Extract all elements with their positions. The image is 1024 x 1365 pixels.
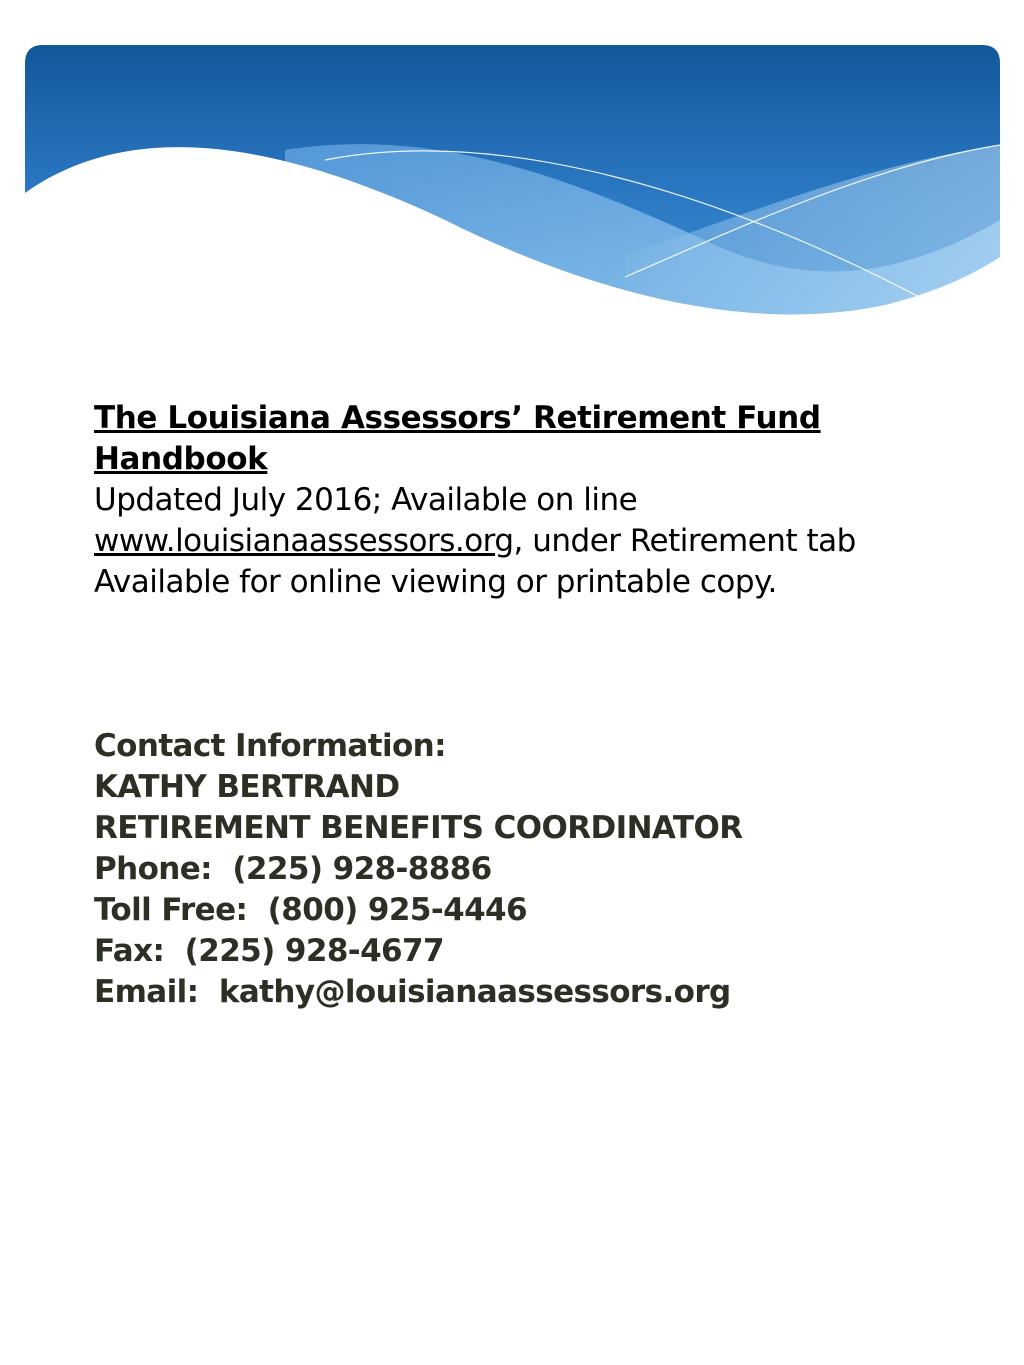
website-link[interactable]: www.louisianaassessors.org: [94, 523, 514, 559]
contact-toll-free: Toll Free: (800) 925-4446: [94, 892, 527, 928]
wave-graphic: [25, 45, 1000, 325]
handbook-link-line: [94, 521, 974, 562]
contact-name: KATHY BERTRAND: [94, 769, 400, 805]
contact-email: Email: kathy@louisianaassessors.org: [94, 974, 731, 1010]
contact-phone: Phone: (225) 928-8886: [94, 851, 492, 887]
contact-heading: Contact Information:: [94, 728, 446, 764]
handbook-section: [94, 398, 974, 603]
handbook-updated: Updated July 2016; Available on line: [94, 482, 638, 518]
contact-role: RETIREMENT BENEFITS COORDINATOR: [94, 810, 743, 846]
handbook-title: The Louisiana Assessors’ Retirement Fund Handbook: [94, 400, 821, 477]
header-wave-banner: [25, 45, 1000, 325]
handbook-availability: Available for online viewing or printable copy.: [94, 564, 777, 600]
contact-fax: Fax: (225) 928-4677: [94, 933, 444, 969]
website-link-suffix: , under Retirement tab: [513, 523, 856, 559]
contact-section: [94, 726, 974, 1013]
